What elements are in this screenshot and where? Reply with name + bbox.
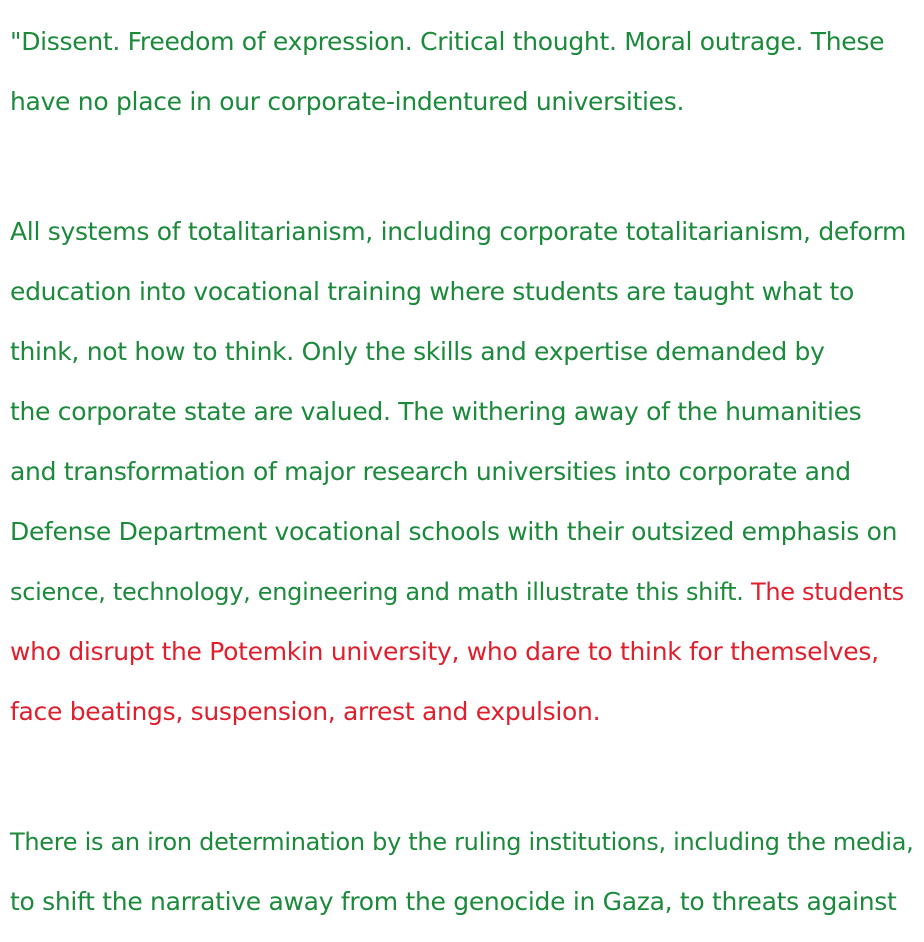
text-line: education into vocational training where students are taught what to <box>10 277 855 306</box>
text-line: There is an iron determination by the ruling institutions, including the media, <box>10 828 914 856</box>
highlighted-text-line: face beatings, suspension, arrest and expulsion. <box>10 697 601 726</box>
highlighted-text-segment: The students <box>750 578 904 606</box>
text-line: have no place in our corporate-indentured universities. <box>10 87 685 116</box>
text-line: to shift the narrative away from the genocide in Gaza, to threats against <box>10 887 897 916</box>
text-line: the corporate state are valued. The withering away of the humanities <box>10 397 862 426</box>
text-line: Defense Department vocational schools with their outsized emphasis on <box>10 517 898 546</box>
text-line: and transformation of major research universities into corporate and <box>10 457 851 486</box>
highlighted-text-line: who disrupt the Potemkin university, who dare to think for themselves, <box>10 637 879 666</box>
text-line: "Dissent. Freedom of expression. Critical thought. Moral outrage. These <box>10 27 885 56</box>
text-segment: science, technology, engineering and math illustrate this shift. <box>10 578 744 606</box>
text-line: think, not how to think. Only the skills and expertise demanded by <box>10 337 825 366</box>
text-line-mixed <box>10 572 904 612</box>
text-line: All systems of totalitarianism, including corporate totalitarianism, deform <box>10 217 907 246</box>
